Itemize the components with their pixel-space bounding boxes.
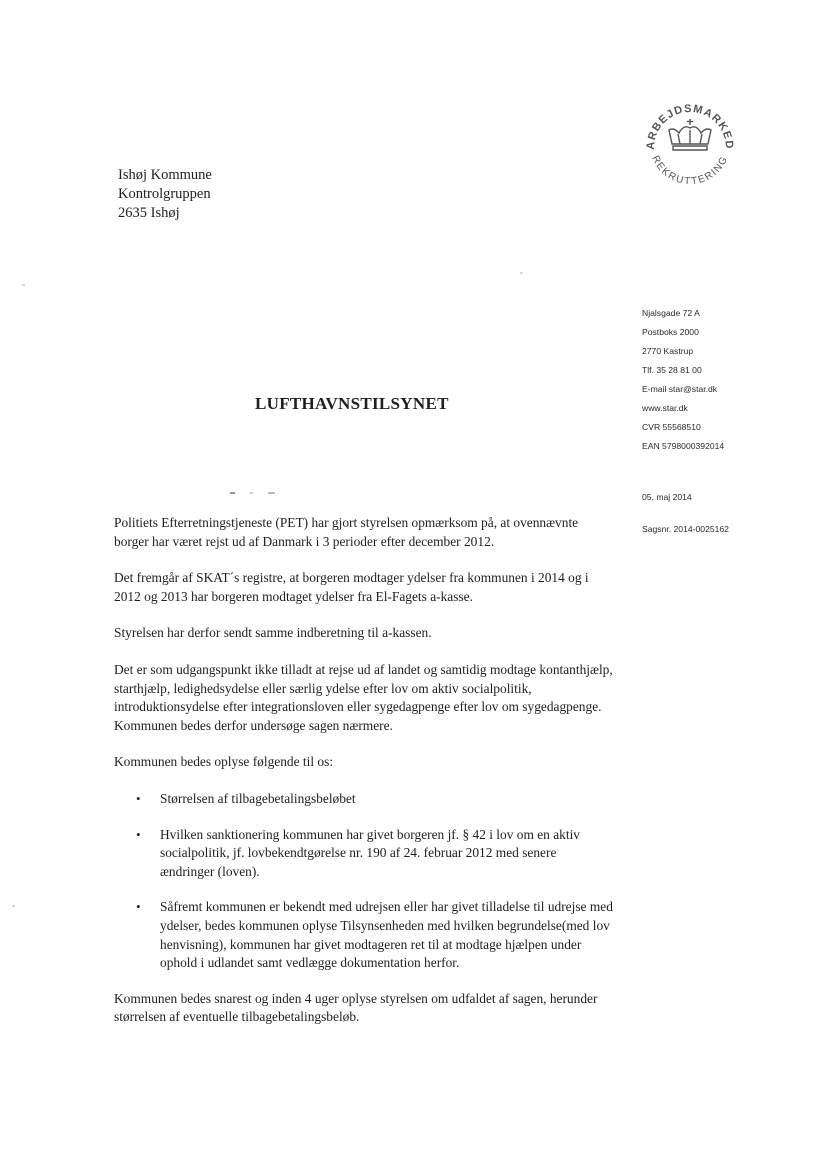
paragraph-request: Kommunen bedes oplyse følgende til os: (114, 754, 334, 770)
paragraph-rules: Det er som udgangspunkt ikke tilladt at rejse ud af landet og samtidig modtage kontanthjælp, starthjælp, ledighedsydelse eller særlig ydelse efter lov om aktiv socialpolitik, introduktionsydelse efter integrationsloven eller sygedagpenge efter lov om sygedagpenge. Kommunen bedes derfor undersøge sagen nærmere. (114, 661, 613, 733)
letter-title: LUFTHAVNSTILSYNET (255, 394, 449, 413)
scan-marks (228, 490, 278, 496)
list-item (114, 790, 614, 809)
agency-seal-logo (636, 86, 744, 194)
paragraph-a-kasse: Styrelsen har derfor sendt samme indberetning til a-kassen. (114, 625, 432, 641)
sender-address (642, 304, 724, 456)
scan-speck (12, 905, 15, 907)
seal-bottom-text: REKRUTTERING (649, 153, 731, 188)
scan-speck (520, 272, 523, 274)
recipient-department: Kontrolgruppen (118, 186, 211, 202)
bullet-icon: • (136, 790, 141, 806)
list-item (114, 898, 614, 972)
scan-speck (22, 284, 25, 286)
request-list (114, 790, 614, 973)
sender-phone: Tlf. 35 28 81 00 (642, 365, 702, 375)
paragraph-closing: Kommunen bedes snarest og inden 4 uger oplyse styrelsen om udfaldet af sagen, herunder størrelsen af eventuelle tilbagebetalingsbeløb. (114, 990, 598, 1025)
paragraph-skat-registry: Det fremgår af SKAT´s registre, at borgeren modtager ydelser fra kommunen i 2014 og i 2012 og 2013 har borgeren modtaget ydelser fra El-Fagets a-kasse. (114, 570, 589, 604)
bullet-icon: • (136, 826, 141, 842)
sender-postbox: Postboks 2000 (642, 327, 699, 337)
sender-email: E-mail star@star.dk (642, 384, 718, 394)
letter-body (114, 514, 614, 1045)
list-item-text: Størrelsen af tilbagebetalingsbeløbet (160, 790, 356, 806)
bullet-icon: • (136, 899, 141, 915)
letter-date: 05. maj 2014 (642, 492, 692, 502)
recipient-name: Ishøj Kommune (118, 167, 212, 183)
paragraph-pet-notice: Politiets Efterretningstjeneste (PET) har gjort styrelsen opmærksom på, at ovennævnte borger har været rejst ud af Danmark i 3 perioder efter december 2012. (114, 515, 579, 549)
sender-website: www.star.dk (642, 403, 688, 413)
sender-city: 2770 Kastrup (642, 346, 694, 356)
list-item-text: Hvilken sanktionering kommunen har givet borgeren jf. § 42 i lov om en aktiv socialpolitik, jf. lovbekendtgørelse nr. 190 af 24. februar 2012 med senere ændringer (loven). (160, 826, 580, 879)
crown-icon (669, 119, 711, 150)
case-number: Sagsnr. 2014-0025162 (642, 524, 729, 534)
svg-text:REKRUTTERING (649, 154, 730, 187)
sender-ean: EAN 5798000392014 (642, 441, 725, 451)
sender-street: Njalsgade 72 A (642, 308, 700, 318)
list-item (114, 826, 614, 882)
sender-cvr: CVR 55568510 (642, 422, 701, 432)
recipient-city: 2635 Ishøj (118, 205, 180, 221)
list-item-text: Såfremt kommunen er bekendt med udrejsen eller har givet tilladelse til udrejse med ydelser, bedes kommunen oplyse Tilsynsenheden med hvilken begrundelse(med lov henvisning), kommunen har givet modtageren ret til at modtage hjælpen under ophold i udlandet samt vedlægge dokumentation herfor. (160, 899, 613, 971)
recipient-address (118, 166, 212, 223)
seal-top-text: ARBEJDSMARKED (644, 102, 736, 151)
